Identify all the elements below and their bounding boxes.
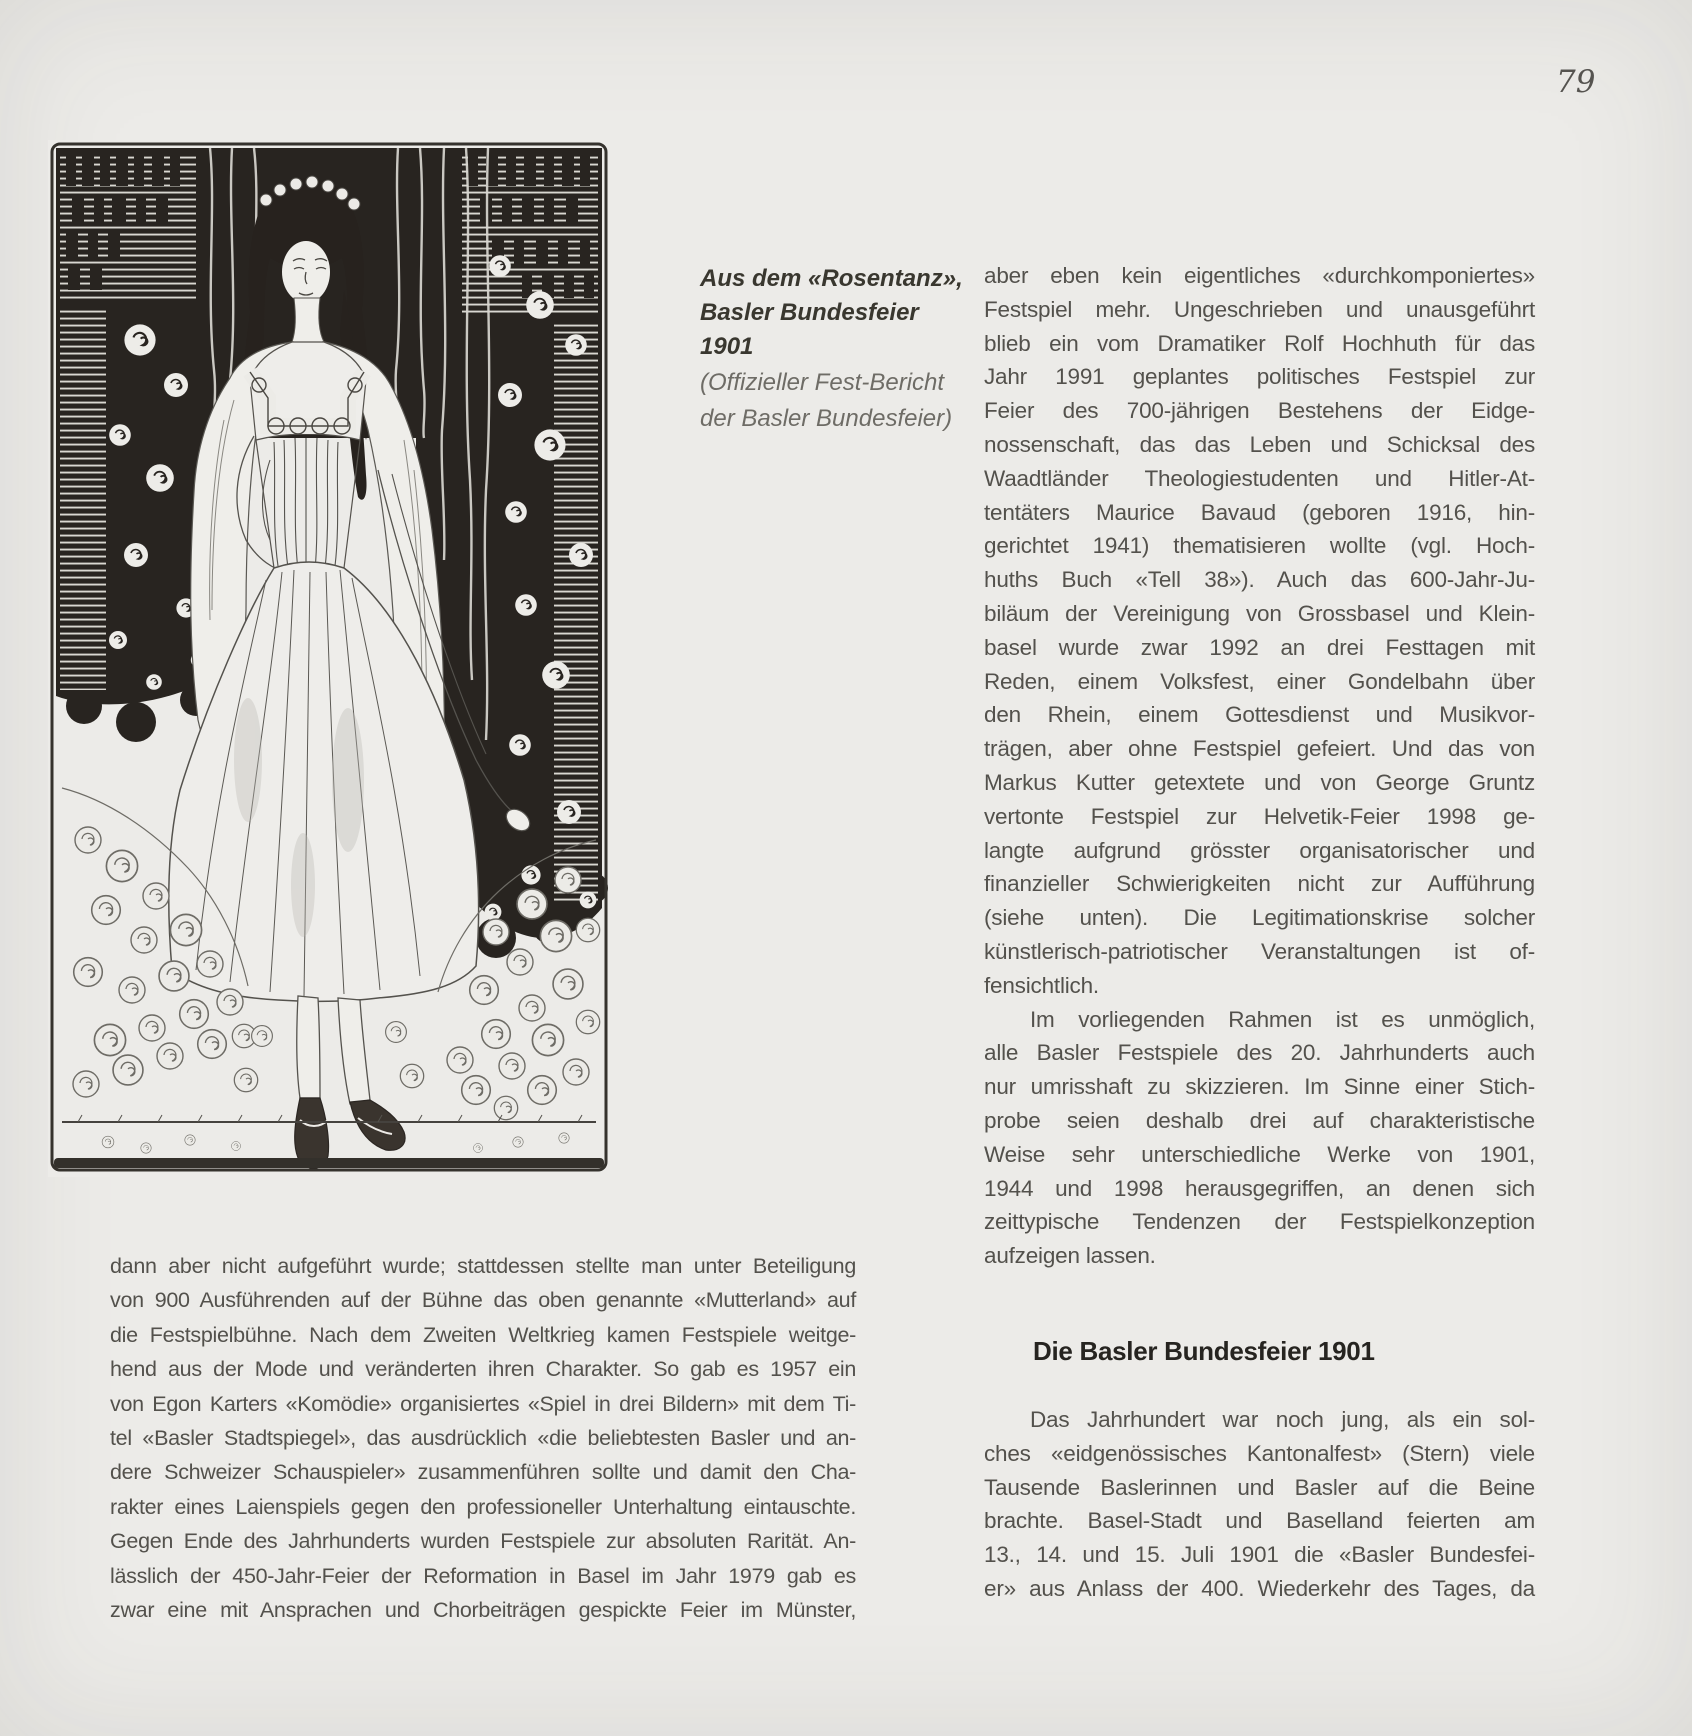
text-line: aber eben kein eigentliches «durchkomponiertes» [984, 263, 1535, 288]
figure-caption [700, 262, 1000, 436]
text-line: hend aus der Mode und veränderten ihren Charakter. So gab es 1957 ein [110, 1357, 856, 1382]
caption-title-line: Basler Bundesfeier [700, 299, 919, 326]
text-line: finanzieller Schwierigkeiten nicht zur Aufführung [984, 871, 1535, 897]
text-line: dere Schweizer Schauspieler» zusammenführen sollte und damit den Cha- [110, 1460, 856, 1485]
text-line: Feier des 700-jährigen Bestehens der Eidge- [984, 398, 1535, 424]
text-line: aufzeigen lassen. [984, 1243, 1156, 1269]
text-line: ches «eidgenössisches Kantonalfest» (Stern) viele [984, 1440, 1535, 1466]
text-line: Reden, einem Volksfest, einer Gondelbahn über [984, 668, 1535, 694]
text-line: langte aufgrund grösster organisatorischer und [984, 837, 1535, 863]
text-line: 13., 14. und 15. Juli 1901 die «Basler Bundesfei- [984, 1542, 1535, 1568]
right-column [984, 259, 1535, 1606]
text-line: zwar eine mit Ansprachen und Chorbeiträgen gespickte Feier im Münster, [110, 1598, 856, 1623]
text-line: zeittypische Tendenzen der Festspielkonzeption [984, 1209, 1535, 1235]
text-line: brachte. Basel-Stadt und Baselland feierten am [984, 1508, 1535, 1534]
text-line: (siehe unten). Die Legitimationskrise solcher [984, 905, 1535, 931]
rosentanz-illustration [48, 140, 610, 1177]
text-line: dann aber nicht aufgeführt wurde; stattdessen stellte man unter Beteiligung [110, 1254, 856, 1278]
text-line: tentäters Maurice Bavaud (geboren 1916, hin- [984, 499, 1535, 525]
text-line: Markus Kutter getextete und von George Gruntz [984, 769, 1535, 795]
text-line: nossenschaft, das das Leben und Schicksal des [984, 431, 1535, 457]
text-line: Weise sehr unterschiedliche Werke von 1901, [984, 1141, 1535, 1167]
text-line: tel «Basler Stadtspiegel», das ausdrücklich «die beliebtesten Basler und an- [110, 1426, 856, 1451]
text-line: 1944 und 1998 herausgegriffen, an denen sich [984, 1175, 1535, 1201]
text-line: biläum der Vereinigung von Grossbasel und Klein- [984, 600, 1535, 626]
text-line: huths Buch «Tell 38»). Auch das 600-Jahr-Ju- [984, 567, 1535, 593]
paragraph [984, 1403, 1535, 1606]
text-line: alle Basler Festspiele des 20. Jahrhunderts auch [984, 1040, 1535, 1066]
section-heading: Die Basler Bundesfeier 1901 [1033, 1335, 1375, 1366]
text-line: fensichtlich. [984, 972, 1099, 998]
text-line: nur umrisshaft zu skizzieren. Im Sinne einer Stich- [984, 1074, 1535, 1100]
bottom-paragraph [110, 1249, 856, 1627]
text-line: vertonte Festspiel zur Helvetik-Feier 1998 ge- [984, 803, 1535, 829]
text-line: Gegen Ende des Jahrhunderts wurden Festspiele zur absoluten Rarität. An- [110, 1529, 856, 1554]
caption-source-line: der Basler Bundesfeier) [700, 405, 953, 432]
text-line: künstlerisch-patriotischer Veranstaltungen ist of- [984, 938, 1535, 964]
text-line: Waadtländer Theologiestudenten und Hitler-At- [984, 465, 1535, 491]
text-line: Das Jahrhundert war noch jung, als ein sol- [1030, 1406, 1535, 1432]
text-line: trägen, aber ohne Festspiel gefeiert. Und das von [984, 736, 1535, 762]
text-line: gerichtet 1941) thematisieren wollte (vgl. Hoch- [984, 533, 1535, 559]
paragraph [984, 1003, 1535, 1273]
text-line: rakter eines Laienspiels gegen den professioneller Unterhaltung eintauschte. [110, 1494, 856, 1519]
figure [48, 140, 610, 1177]
text-line: Im vorliegenden Rahmen ist es unmöglich, [1030, 1006, 1535, 1032]
text-line: Tausende Baslerinnen und Basler auf die Beine [984, 1474, 1535, 1500]
caption-title-line: Aus dem «Rosentanz», [700, 265, 963, 292]
text-line: lässlich der 450-Jahr-Feier der Reformation in Basel im Jahr 1979 gab es [110, 1563, 856, 1588]
text-line: er» aus Anlass der 400. Wiederkehr des Tages, da [984, 1575, 1535, 1601]
text-line: probe seien deshalb drei auf charakteristische [984, 1107, 1535, 1133]
text-line: die Festspielbühne. Nach dem Zweiten Weltkrieg kamen Festspiele weitge- [110, 1322, 856, 1347]
caption-source-line: (Offizieller Fest-Bericht [700, 369, 945, 396]
text-line: den Rhein, einem Gottesdienst und Musikvor- [984, 702, 1535, 728]
page-number: 79 [1556, 64, 1596, 100]
text-line: von Egon Karters «Komödie» organisiertes «Spiel in drei Bildern» mit dem Ti- [110, 1391, 856, 1416]
text-line: Jahr 1991 geplantes politisches Festspiel zur [984, 364, 1535, 390]
text-line: Festspiel mehr. Ungeschrieben und unausgeführt [984, 296, 1535, 322]
text-line: basel wurde zwar 1992 an drei Festtagen mit [984, 634, 1535, 660]
text-line: von 900 Ausführenden auf der Bühne das oben genannte «Mutterland» auf [110, 1288, 856, 1313]
caption-title-line: 1901 [700, 333, 754, 360]
text-line: blieb ein vom Dramatiker Rolf Hochhuth für das [984, 330, 1535, 356]
paragraph [984, 259, 1535, 1003]
